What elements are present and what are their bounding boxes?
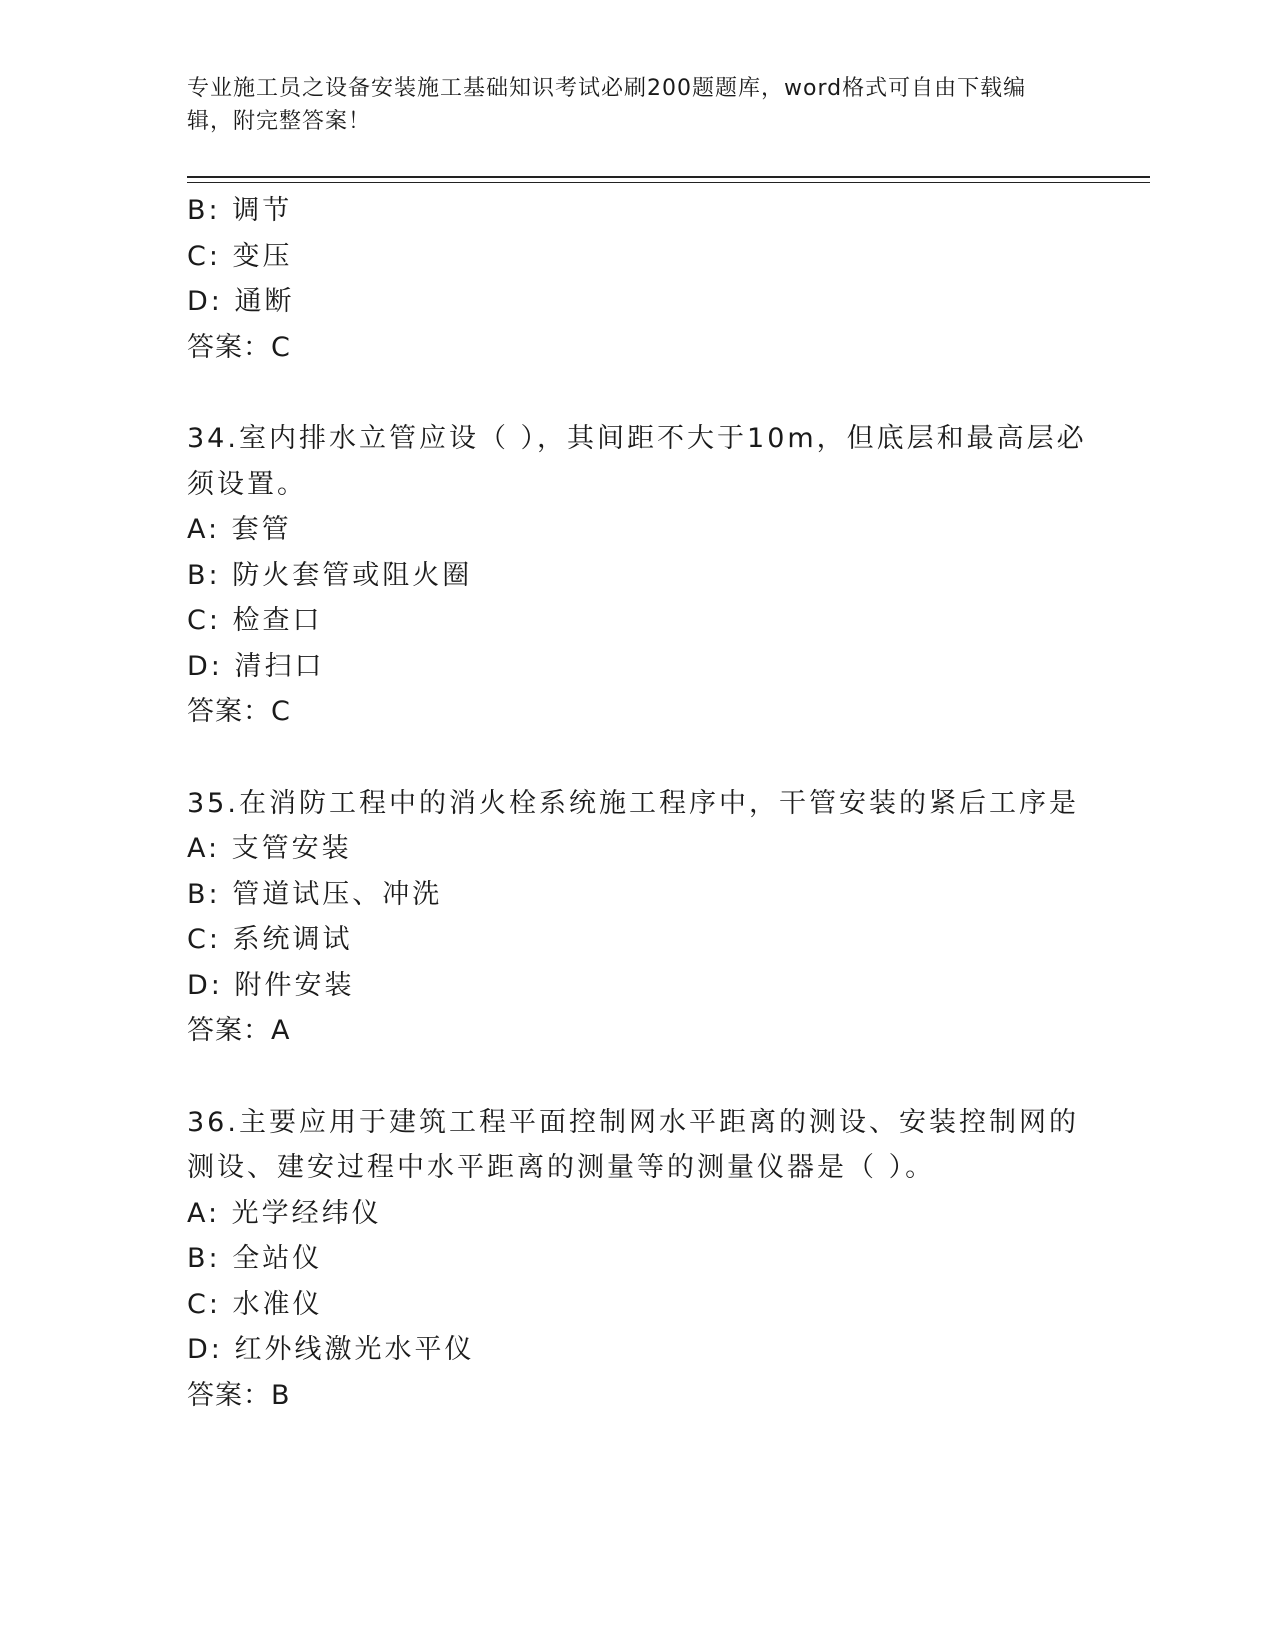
page-header-title: 专业施工员之设备安装施工基础知识考试必刷200题题库，word格式可自由下载编辑，附完整答案！ <box>187 76 1027 134</box>
option-a: A: 光学经纬仪 <box>187 1197 382 1229</box>
question-36 <box>187 1100 1087 1419</box>
question-content <box>187 188 1087 1418</box>
spacer <box>187 1054 1087 1100</box>
question-34 <box>187 416 1087 735</box>
question-35 <box>187 781 1087 1054</box>
spacer <box>187 370 1087 416</box>
option-b: B: 调节 <box>187 195 293 226</box>
option-b: B: 防火套管或阻火圈 <box>187 559 473 591</box>
answer-line: 答案：C <box>187 331 291 363</box>
question-33-partial <box>187 188 1087 370</box>
option-d: D: 附件安装 <box>187 969 355 1001</box>
option-b: B: 管道试压、冲洗 <box>187 878 443 910</box>
option-d: D: 清扫口 <box>187 650 325 682</box>
option-c: C: 系统调试 <box>187 924 353 955</box>
option-c: C: 检查口 <box>187 605 323 636</box>
header-divider-thick <box>187 176 1150 178</box>
option-c: C: 变压 <box>187 240 293 272</box>
option-c: C: 水准仪 <box>187 1288 323 1320</box>
answer-line: 答案：B <box>187 1379 291 1411</box>
spacer <box>187 735 1087 781</box>
option-d: D: 通断 <box>187 286 295 317</box>
option-b: B: 全站仪 <box>187 1243 323 1274</box>
answer-line: 答案：C <box>187 696 291 727</box>
question-stem: 34.室内排水立管应设（ ），其间距不大于10m，但底层和最高层必须设置。 <box>187 423 1087 500</box>
option-d: D: 红外线激光水平仪 <box>187 1334 475 1365</box>
header-divider-thin <box>187 182 1150 183</box>
answer-line: 答案：A <box>187 1015 291 1046</box>
option-a: A: 套管 <box>187 514 292 545</box>
option-a: A: 支管安装 <box>187 833 352 864</box>
question-stem: 35.在消防工程中的消火栓系统施工程序中，干管安装的紧后工序是 <box>187 787 1079 819</box>
question-stem: 36.主要应用于建筑工程平面控制网水平距离的测设、安装控制网的测设、建安过程中水平距离的测量等的测量仪器是（ ）。 <box>187 1106 1079 1183</box>
